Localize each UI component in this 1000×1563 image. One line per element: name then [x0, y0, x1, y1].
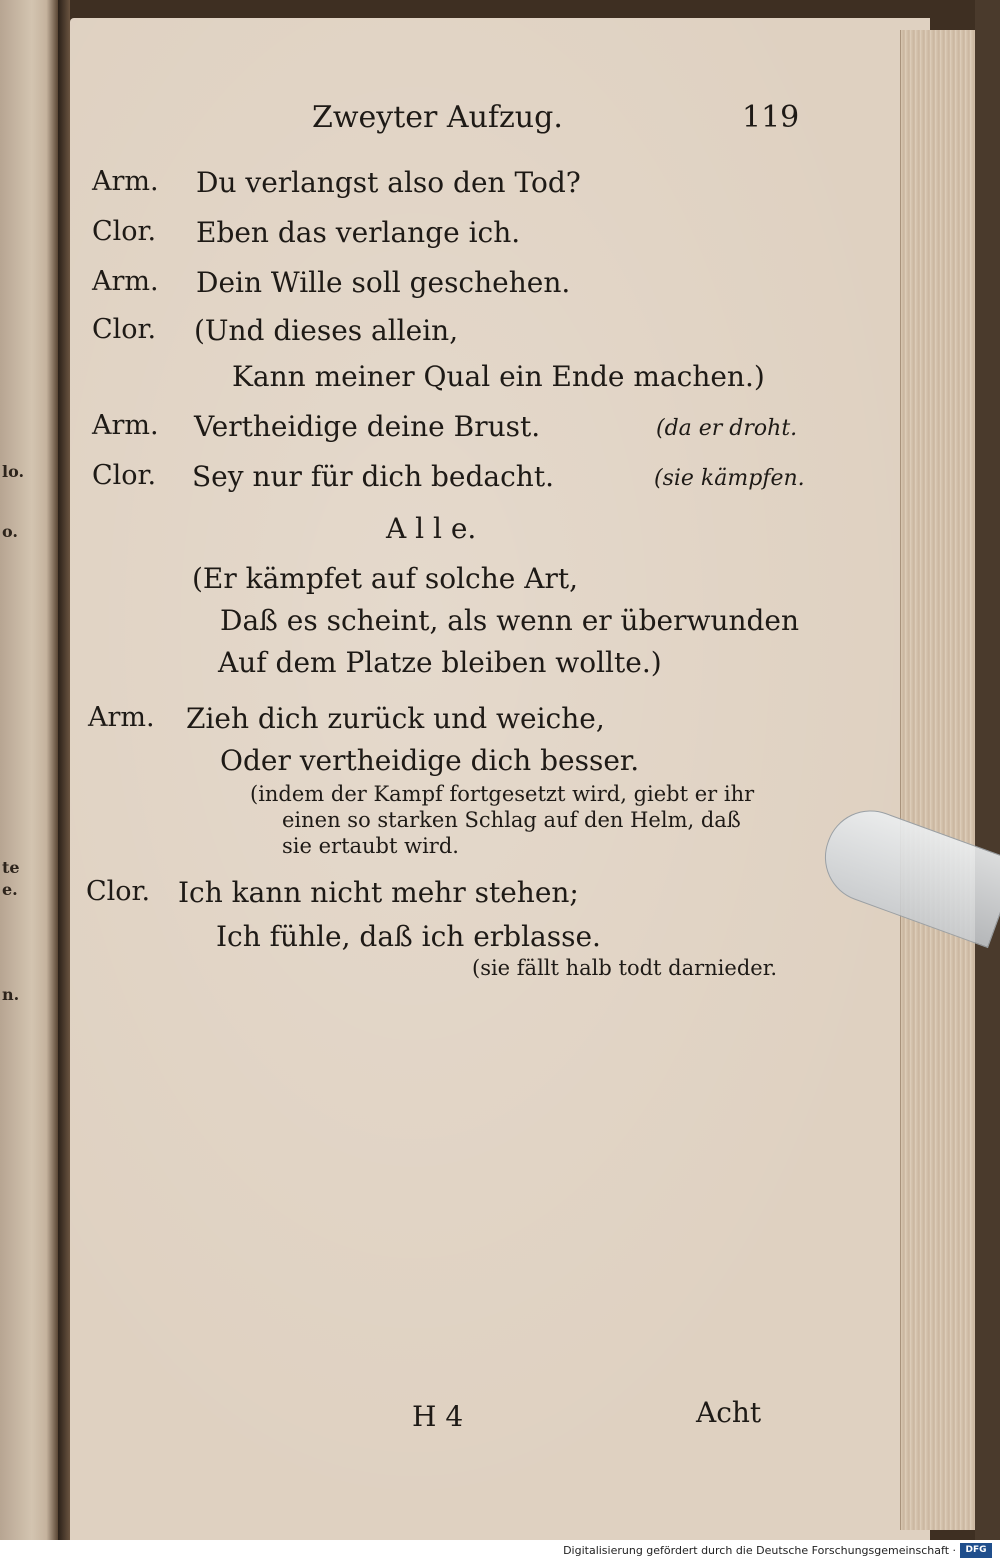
dialogue-line: Dein Wille soll geschehen. [196, 266, 571, 299]
verse-line: Daß es scheint, als wenn er überwunden [220, 604, 800, 637]
page-number: 119 [742, 100, 800, 135]
verse-line: Ich fühle, daß ich erblasse. [216, 920, 601, 953]
speaker-label: Arm. [92, 166, 159, 197]
stage-direction: sie ertaubt wird. [282, 834, 459, 858]
dialogue-line: Vertheidige deine Brust. [194, 410, 541, 443]
verse-line: Oder vertheidige dich besser. [220, 744, 640, 777]
stage-direction: (sie fällt halb todt darnieder. [472, 956, 778, 980]
dfg-logo: DFG [960, 1543, 992, 1558]
stage-direction: (indem der Kampf fortgesetzt wird, giebt er ihr [250, 782, 755, 806]
dialogue-line: Eben das verlange ich. [196, 216, 521, 249]
stage-direction: (sie kämpfen. [654, 466, 805, 491]
previous-page-edge [0, 0, 58, 1540]
speaker-label: Arm. [92, 410, 159, 441]
catchword: Acht [696, 1396, 762, 1429]
dialogue-line: (Und dieses allein, [194, 314, 459, 347]
page-edges [900, 30, 976, 1530]
margin-fragment: e. [2, 880, 18, 899]
cover-edge [975, 0, 1000, 1540]
dialogue-line: Du verlangst also den Tod? [196, 166, 581, 199]
verse-line: Ich kann nicht mehr stehen; [178, 876, 579, 909]
margin-fragment: n. [2, 985, 20, 1004]
book-gutter [58, 0, 70, 1540]
verse-line: (Er kämpfet auf solche Art, [192, 562, 578, 595]
verse-line: Zieh dich zurück und weiche, [186, 702, 605, 735]
digitization-note: Digitalisierung gefördert durch die Deutsche Forschungsgemeinschaft · [563, 1544, 956, 1557]
margin-fragment: te [2, 858, 20, 877]
speaker-label: Clor. [92, 460, 157, 491]
speaker-label: Arm. [88, 702, 155, 733]
running-title: Zweyter Aufzug. [312, 100, 563, 135]
verse-line: Auf dem Platze bleiben wollte.) [218, 646, 662, 679]
speaker-label: Clor. [86, 876, 151, 907]
chorus-heading: A l l e. [386, 512, 477, 545]
dialogue-line: Kann meiner Qual ein Ende machen.) [232, 360, 765, 393]
stage-direction: (da er droht. [656, 416, 798, 441]
stage-direction: einen so starken Schlag auf den Helm, daß [282, 808, 741, 832]
margin-fragment: o. [2, 522, 18, 541]
digitization-footer [0, 1540, 1000, 1563]
signature-mark: H 4 [412, 1400, 464, 1433]
speaker-label: Clor. [92, 314, 157, 345]
margin-fragment: lo. [2, 462, 25, 481]
dialogue-line: Sey nur für dich bedacht. [192, 460, 554, 493]
speaker-label: Clor. [92, 216, 157, 247]
speaker-label: Arm. [92, 266, 159, 297]
